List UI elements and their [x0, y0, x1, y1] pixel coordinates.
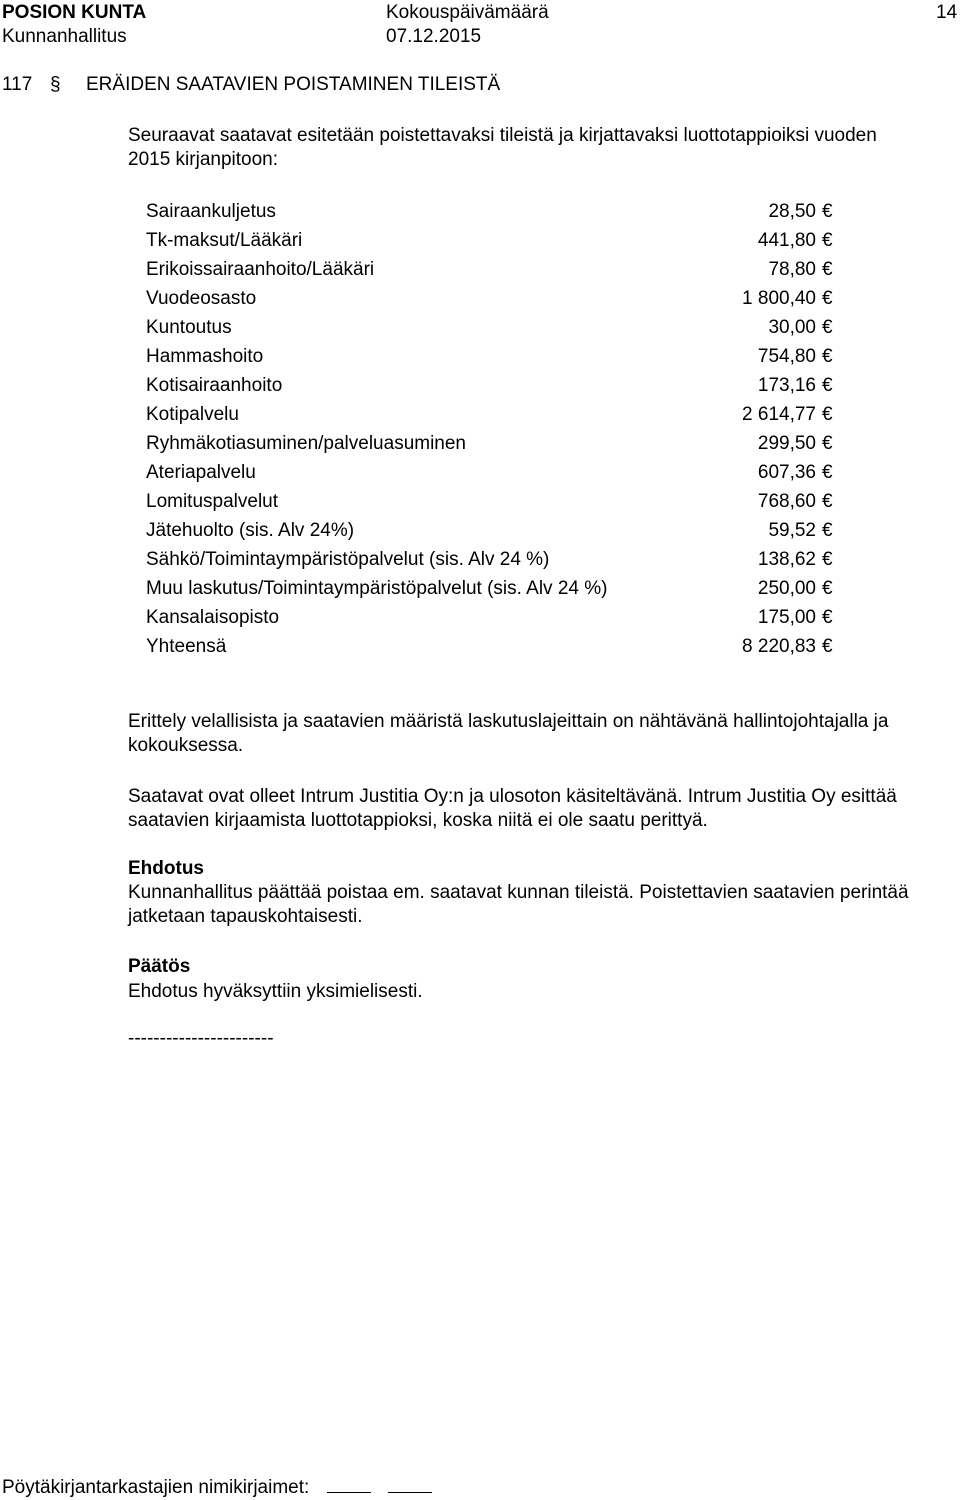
receivable-label: Kuntoutus [146, 317, 232, 338]
euro-icon: € [822, 201, 833, 222]
euro-icon: € [822, 578, 833, 599]
receivable-row [146, 548, 846, 577]
signature-blank-1[interactable] [327, 1476, 371, 1493]
decision-heading: Päätös [128, 956, 191, 977]
receivable-label: Vuodeosasto [146, 288, 257, 309]
receivable-row [146, 287, 846, 316]
meeting-body: Kunnanhallitus [2, 26, 127, 47]
receivable-row [146, 229, 846, 258]
receivable-label: Sairaankuljetus [146, 201, 276, 222]
receivable-amount: 8 220,83 [742, 636, 816, 657]
receivable-label: Kansalaisopisto [146, 607, 280, 628]
receivable-label: Yhteensä [146, 636, 227, 657]
receivable-row [146, 490, 846, 519]
receivable-amount: 1 800,40 [742, 288, 816, 309]
euro-icon: € [822, 288, 833, 309]
receivable-row [146, 258, 846, 287]
receivable-amount: 59,52 [768, 520, 816, 541]
receivable-row [146, 635, 846, 664]
receivable-label: Kotipalvelu [146, 404, 239, 425]
receivable-label: Muu laskutus/Toimintaympäristöpalvelut (sis. Alv 24 %) [146, 578, 608, 599]
euro-icon: € [822, 636, 833, 657]
section-number: 117 [2, 74, 33, 95]
receivable-label: Erikoissairaanhoito/Lääkäri [146, 259, 375, 280]
euro-icon: € [822, 607, 833, 628]
receivable-amount: 28,50 [768, 201, 816, 222]
receivable-label: Ryhmäkotiasuminen/palveluasuminen [146, 433, 467, 454]
signature-row [2, 1476, 432, 1500]
receivable-label: Jätehuolto (sis. Alv 24%) [146, 520, 355, 541]
euro-icon: € [822, 259, 833, 280]
receivable-amount: 250,00 [757, 578, 816, 599]
euro-icon: € [822, 346, 833, 367]
euro-icon: € [822, 433, 833, 454]
euro-icon: € [822, 230, 833, 251]
receivable-row [146, 577, 846, 606]
proposal-heading: Ehdotus [128, 858, 204, 879]
receivable-amount: 768,60 [757, 491, 816, 512]
receivable-amount: 441,80 [757, 230, 816, 251]
euro-icon: € [822, 520, 833, 541]
receivable-amount: 78,80 [768, 259, 816, 280]
receivable-row [146, 374, 846, 403]
receivable-label: Tk-maksut/Lääkäri [146, 230, 303, 251]
signature-blank-2[interactable] [388, 1476, 432, 1493]
euro-icon: € [822, 375, 833, 396]
euro-icon: € [822, 317, 833, 338]
receivable-label: Kotisairaanhoito [146, 375, 283, 396]
intro-paragraph: Seuraavat saatavat esitetään poistettavaksi tileistä ja kirjattavaksi luottotappioiksi vuoden 2015 kirjanpitoon: [128, 125, 877, 170]
receivable-amount: 754,80 [757, 346, 816, 367]
receivable-row [146, 200, 846, 229]
receivable-row [146, 403, 846, 432]
receivable-amount: 30,00 [768, 317, 816, 338]
receivable-amount: 175,00 [757, 607, 816, 628]
receivable-row [146, 519, 846, 548]
receivable-amount: 2 614,77 [742, 404, 816, 425]
collection-paragraph: Saatavat ovat olleet Intrum Justitia Oy:n ja ulosoton käsiteltävänä. Intrum Justitia Oy esittää saatavien kirjaamista luottotappioksi, koska niitä ei ole saatu perittyä. [128, 786, 897, 831]
meeting-date-label: Kokouspäivämäärä [386, 2, 549, 23]
section-symbol: § [50, 74, 61, 95]
proposal-text: Kunnanhallitus päättää poistaa em. saatavat kunnan tileistä. Poistettavien saatavien perintää jatketaan tapauskohtaisesti. [128, 882, 909, 927]
decision-text: Ehdotus hyväksyttiin yksimielisesti. [128, 981, 423, 1002]
section-title: ERÄIDEN SAATAVIEN POISTAMINEN TILEISTÄ [86, 74, 501, 95]
euro-icon: € [822, 491, 833, 512]
receivable-row [146, 461, 846, 490]
receivable-row [146, 345, 846, 374]
receivable-label: Ateriapalvelu [146, 462, 256, 483]
details-paragraph: Erittely velallisista ja saatavien määristä laskutuslajeittain on nähtävänä hallintojohtajalla ja kokouksessa. [128, 711, 889, 756]
meeting-date: 07.12.2015 [386, 26, 482, 47]
signature-label: Pöytäkirjantarkastajien nimikirjaimet: [2, 1477, 310, 1498]
receivable-row [146, 606, 846, 635]
receivable-amount: 299,50 [757, 433, 816, 454]
separator-line: ----------------------- [128, 1028, 274, 1049]
receivable-amount: 138,62 [757, 549, 816, 570]
receivable-row [146, 432, 846, 461]
receivable-amount: 607,36 [757, 462, 816, 483]
receivable-label: Lomituspalvelut [146, 491, 279, 512]
euro-icon: € [822, 404, 833, 425]
receivable-label: Hammashoito [146, 346, 264, 367]
receivable-amount: 173,16 [757, 375, 816, 396]
page-number: 14 [936, 2, 958, 23]
euro-icon: € [822, 462, 833, 483]
receivables-table [146, 200, 846, 664]
municipality-name: POSION KUNTA [2, 2, 147, 23]
receivable-row [146, 316, 846, 345]
euro-icon: € [822, 549, 833, 570]
receivable-label: Sähkö/Toimintaympäristöpalvelut (sis. Alv 24 %) [146, 549, 550, 570]
